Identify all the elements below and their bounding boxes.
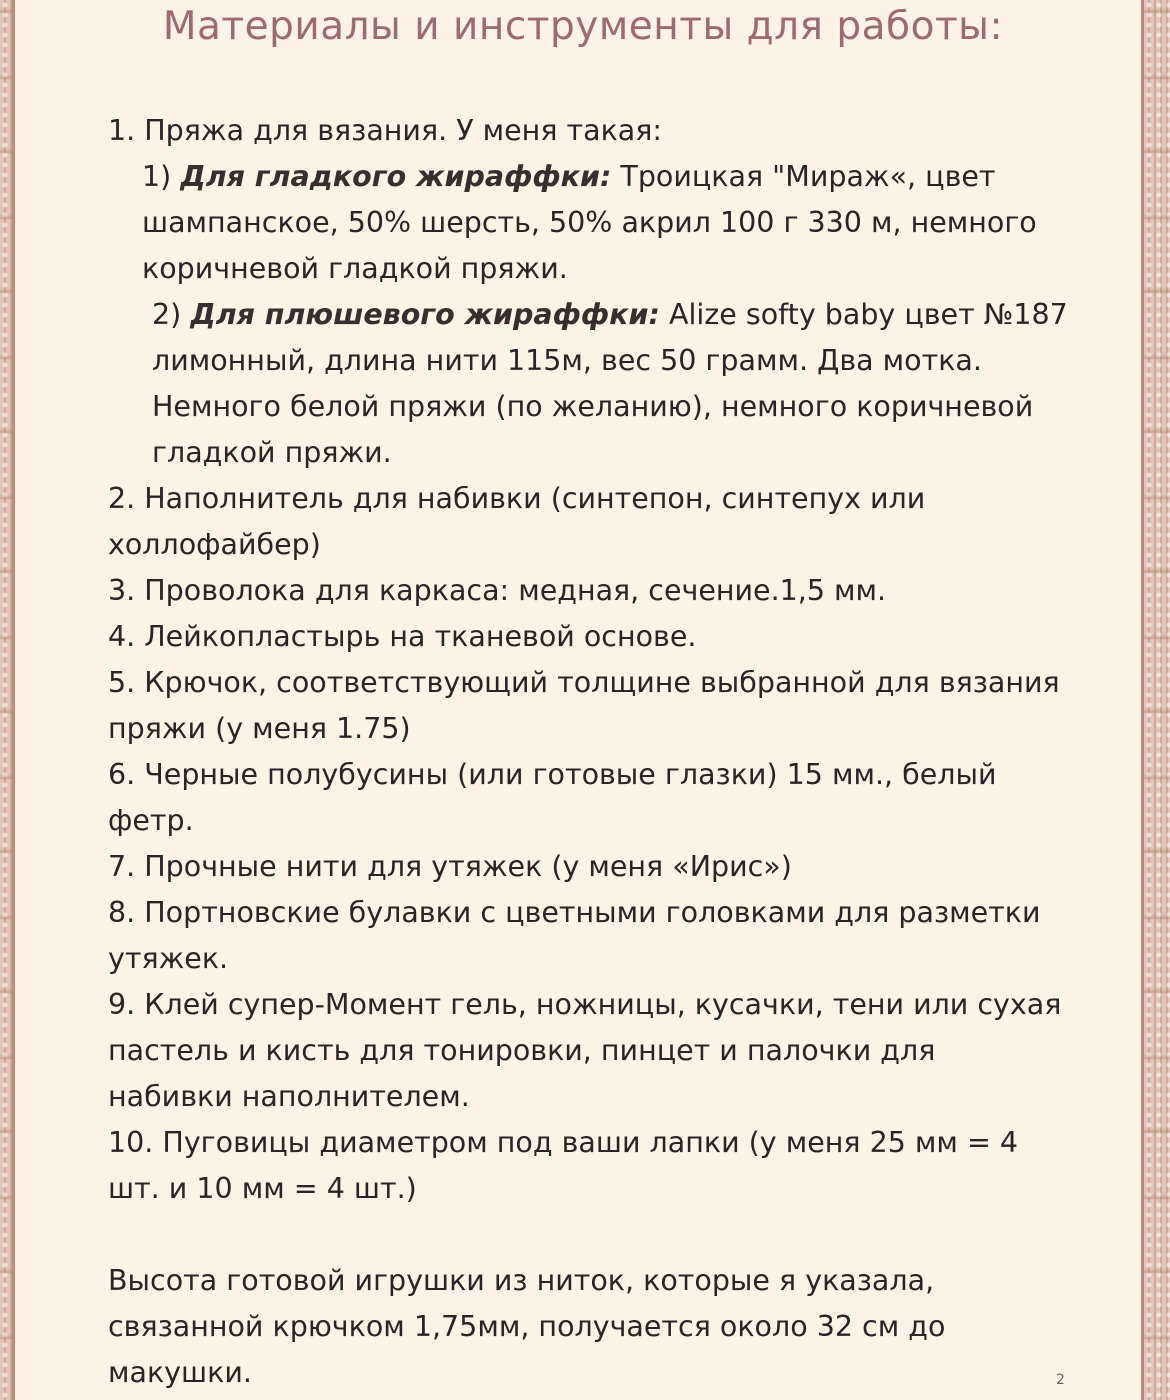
paragraph-gap (108, 1212, 1068, 1258)
list-item-10: 10. Пуговицы диаметром под ваши лапки (у меня 25 мм = 4 шт. и 10 мм = 4 шт.) (108, 1126, 1019, 1205)
page-title: Материалы и инструменты для работы: (162, 4, 1004, 49)
decorative-border-right (1144, 0, 1170, 1400)
subitem-label: Для плюшевого жираффки: (190, 298, 660, 331)
list-item-4: 4. Лейкопластырь на тканевой основе. (108, 620, 697, 653)
summary-paragraph: Высота готовой игрушки из ниток, которые я указала, связанной крючком 1,75мм, получается около 32 см до макушки. (108, 1264, 946, 1389)
list-item-7: 7. Прочные нити для утяжек (у меня «Ирис») (108, 850, 792, 883)
page-number: 2 (1056, 1372, 1065, 1388)
list-item-2: 2. Наполнитель для набивки (синтепон, синтепух или холлофайбер) (108, 482, 926, 561)
list-item-9: 9. Клей супер-Момент гель, ножницы, кусачки, тени или сухая пастель и кисть для тонировки, пинцет и палочки для набивки наполнителем. (108, 988, 1062, 1113)
subitem-number: 1) (142, 160, 181, 193)
subitem-number: 2) (152, 298, 191, 331)
list-item-8: 8. Портновские булавки с цветными головками для разметки утяжек. (108, 896, 1041, 975)
list-item-1: 1. Пряжа для вязания. У меня такая: (108, 114, 663, 147)
list-subitem-2 (108, 292, 1068, 476)
decorative-border-left (0, 0, 12, 1400)
list-item-6: 6. Черные полубусины (или готовые глазки) 15 мм., белый фетр. (108, 758, 997, 837)
subitem-text: Alize softy baby цвет №187 лимонный, длина нити 115м, вес 50 грамм. Два мотка. Немного белой пряжи (по желанию), немного коричневой гладкой пряжи. (152, 298, 1068, 469)
subitem-text: Троицкая "Мираж«, цвет шампанское, 50% шерсть, 50% акрил 100 г 330 м, немного коричневой гладкой пряжи. (142, 160, 1037, 285)
subitem-label: Для гладкого жираффки: (180, 160, 612, 193)
materials-list (108, 108, 1068, 1396)
list-item-5: 5. Крючок, соответствующий толщине выбранной для вязания пряжи (у меня 1.75) (108, 666, 1060, 745)
list-item-3: 3. Проволока для каркаса: медная, сечение.1,5 мм. (108, 574, 887, 607)
list-subitem-1 (108, 154, 1068, 292)
